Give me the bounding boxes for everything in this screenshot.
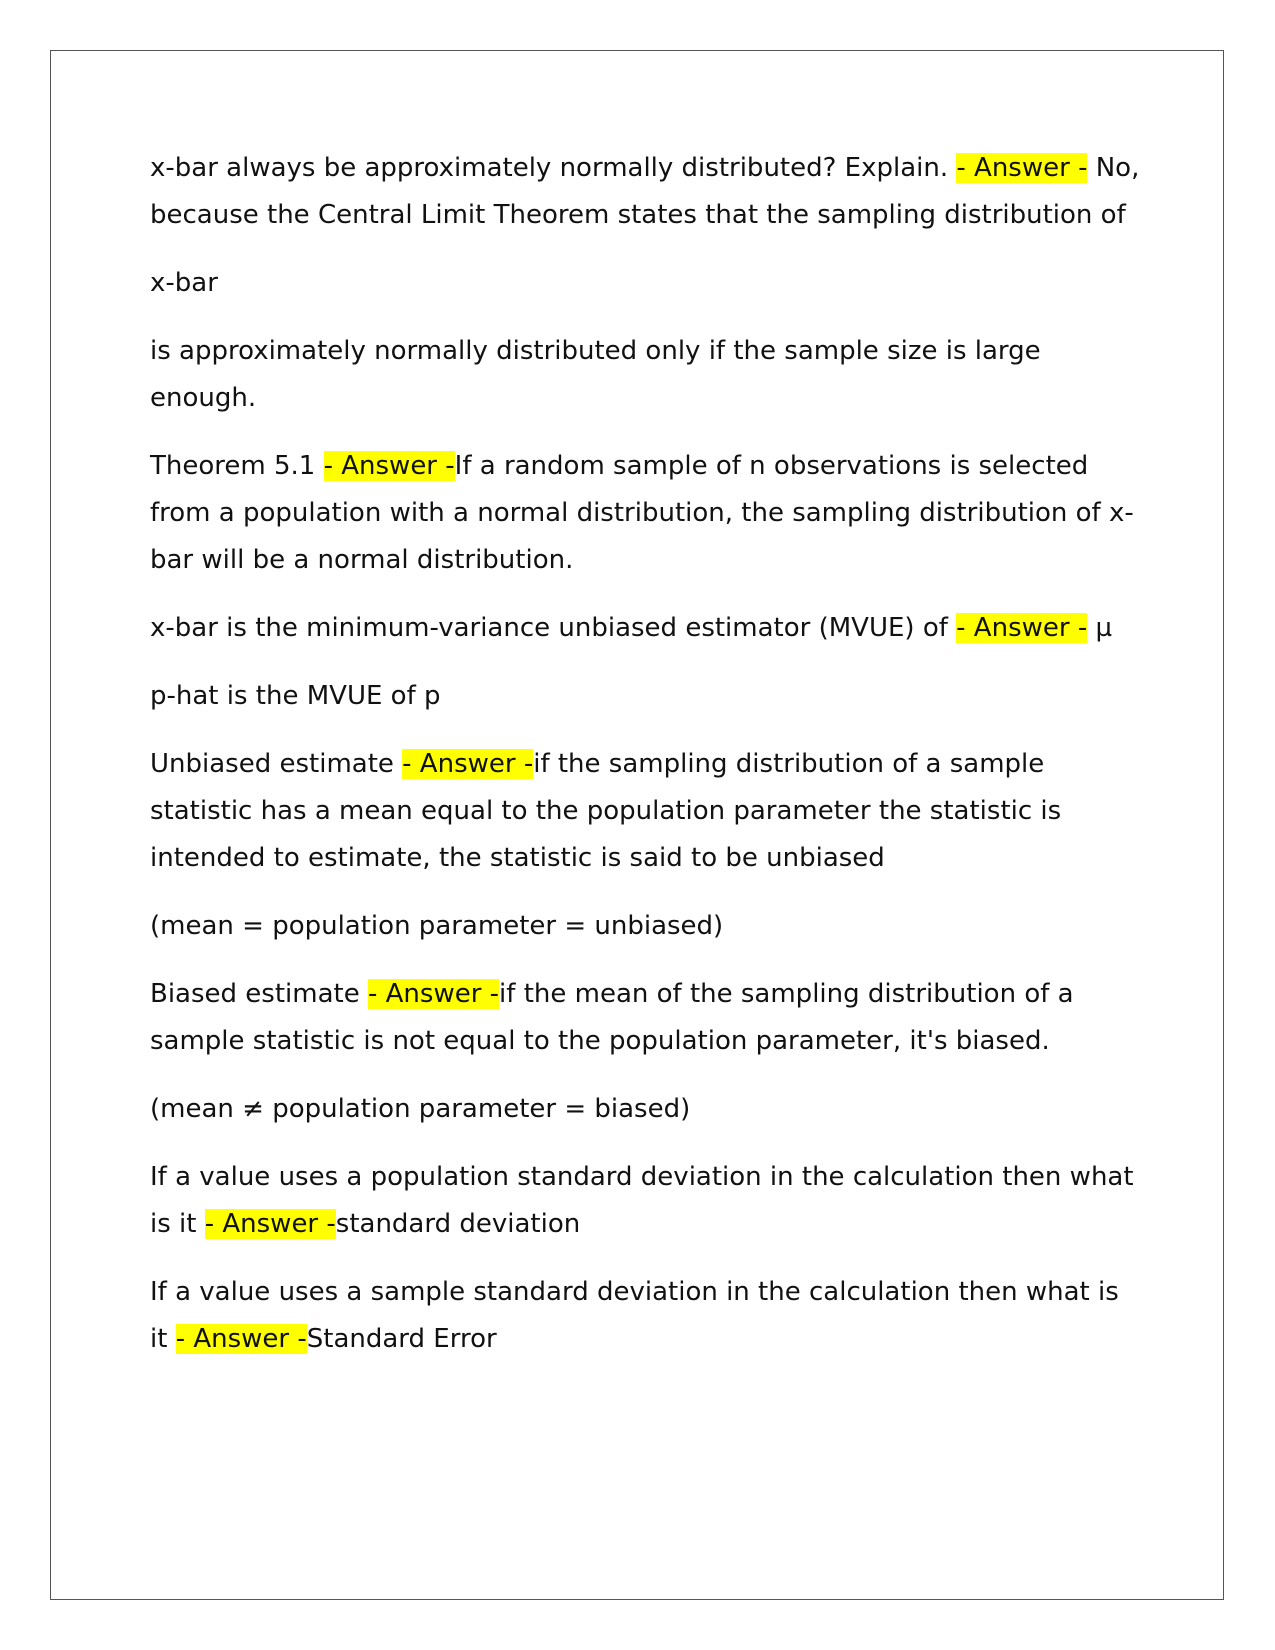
question-text: If a value uses a population standard deviation in the calculation then what is it	[150, 1162, 1134, 1239]
answer-marker: - Answer -	[956, 153, 1088, 183]
question-text: x-bar is the minimum-variance unbiased estimator (MVUE) of	[150, 613, 957, 643]
question-text: If a value uses a sample standard deviation in the calculation then what is it	[150, 1277, 1119, 1354]
answer-marker: - Answer -	[323, 451, 455, 481]
answer-marker: - Answer -	[367, 979, 500, 1009]
answer-text: if the mean of the sampling distribution of a sample statistic is not equal to the population parameter, it's biased.	[150, 979, 1074, 1056]
qa-entry	[150, 741, 1140, 882]
answer-text: µ	[1087, 613, 1113, 643]
answer-text: standard deviation	[335, 1209, 581, 1239]
text-paragraph: p-hat is the MVUE of p	[150, 681, 441, 711]
answer-text: If a random sample of n observations is selected from a population with a normal distribution, the sampling distribution of x-bar will be a normal distribution.	[150, 451, 1134, 575]
question-text: Unbiased estimate	[150, 749, 403, 779]
answer-text: Standard Error	[306, 1324, 497, 1354]
answer-marker: - Answer -	[175, 1324, 307, 1354]
question-text: x-bar always be approximately normally distributed? Explain.	[150, 153, 957, 183]
qa-entry	[150, 1154, 1140, 1248]
answer-text: No, because the Central Limit Theorem states that the sampling distribution of	[150, 153, 1140, 230]
question-text: Biased estimate	[150, 979, 368, 1009]
text-paragraph: x-bar	[150, 268, 218, 298]
text-paragraph: (mean ≠ population parameter = biased)	[150, 1094, 691, 1124]
question-text: Theorem 5.1	[150, 451, 324, 481]
qa-entry	[150, 443, 1140, 584]
answer-text: if the sampling distribution of a sample statistic has a mean equal to the population parameter the statistic is intended to estimate, the statistic is said to be unbiased	[150, 749, 1062, 873]
answer-marker: - Answer -	[204, 1209, 336, 1239]
qa-entry	[150, 145, 1140, 239]
qa-entry	[150, 971, 1140, 1065]
qa-entry	[150, 1269, 1140, 1363]
document-body	[150, 145, 1140, 1384]
answer-marker: - Answer -	[402, 749, 534, 779]
text-paragraph: (mean = population parameter = unbiased)	[150, 911, 724, 941]
text-paragraph: is approximately normally distributed only if the sample size is large enough.	[150, 336, 1041, 413]
answer-marker: - Answer -	[956, 613, 1088, 643]
qa-entry	[150, 605, 1140, 652]
